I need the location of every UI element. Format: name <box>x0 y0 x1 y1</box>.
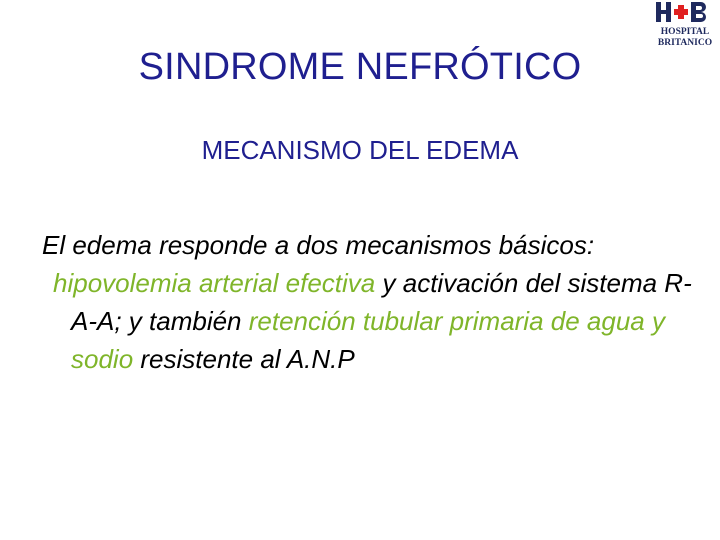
logo-line2: BRITANICO <box>657 38 713 48</box>
content-paragraph-2 <box>42 264 702 378</box>
content-paragraph-1: El edema responde a dos mecanismos básicos: <box>42 230 595 260</box>
content-body <box>42 226 702 378</box>
page-subtitle: MECANISMO DEL EDEMA <box>201 135 519 165</box>
plain-text-anp: resistente al A.N.P <box>133 344 355 374</box>
logo-line1: HOSPITAL <box>660 27 710 37</box>
accent-text-retencion: retención tubular primaria de agua y sodio <box>71 306 665 374</box>
plain-text-activacion: y activación del sistema R-A-A; y también <box>71 268 692 336</box>
accent-text-hipovolemia: hipovolemia arterial efectiva <box>53 268 376 298</box>
page-title: SINDROME NEFRÓTICO <box>138 46 582 88</box>
